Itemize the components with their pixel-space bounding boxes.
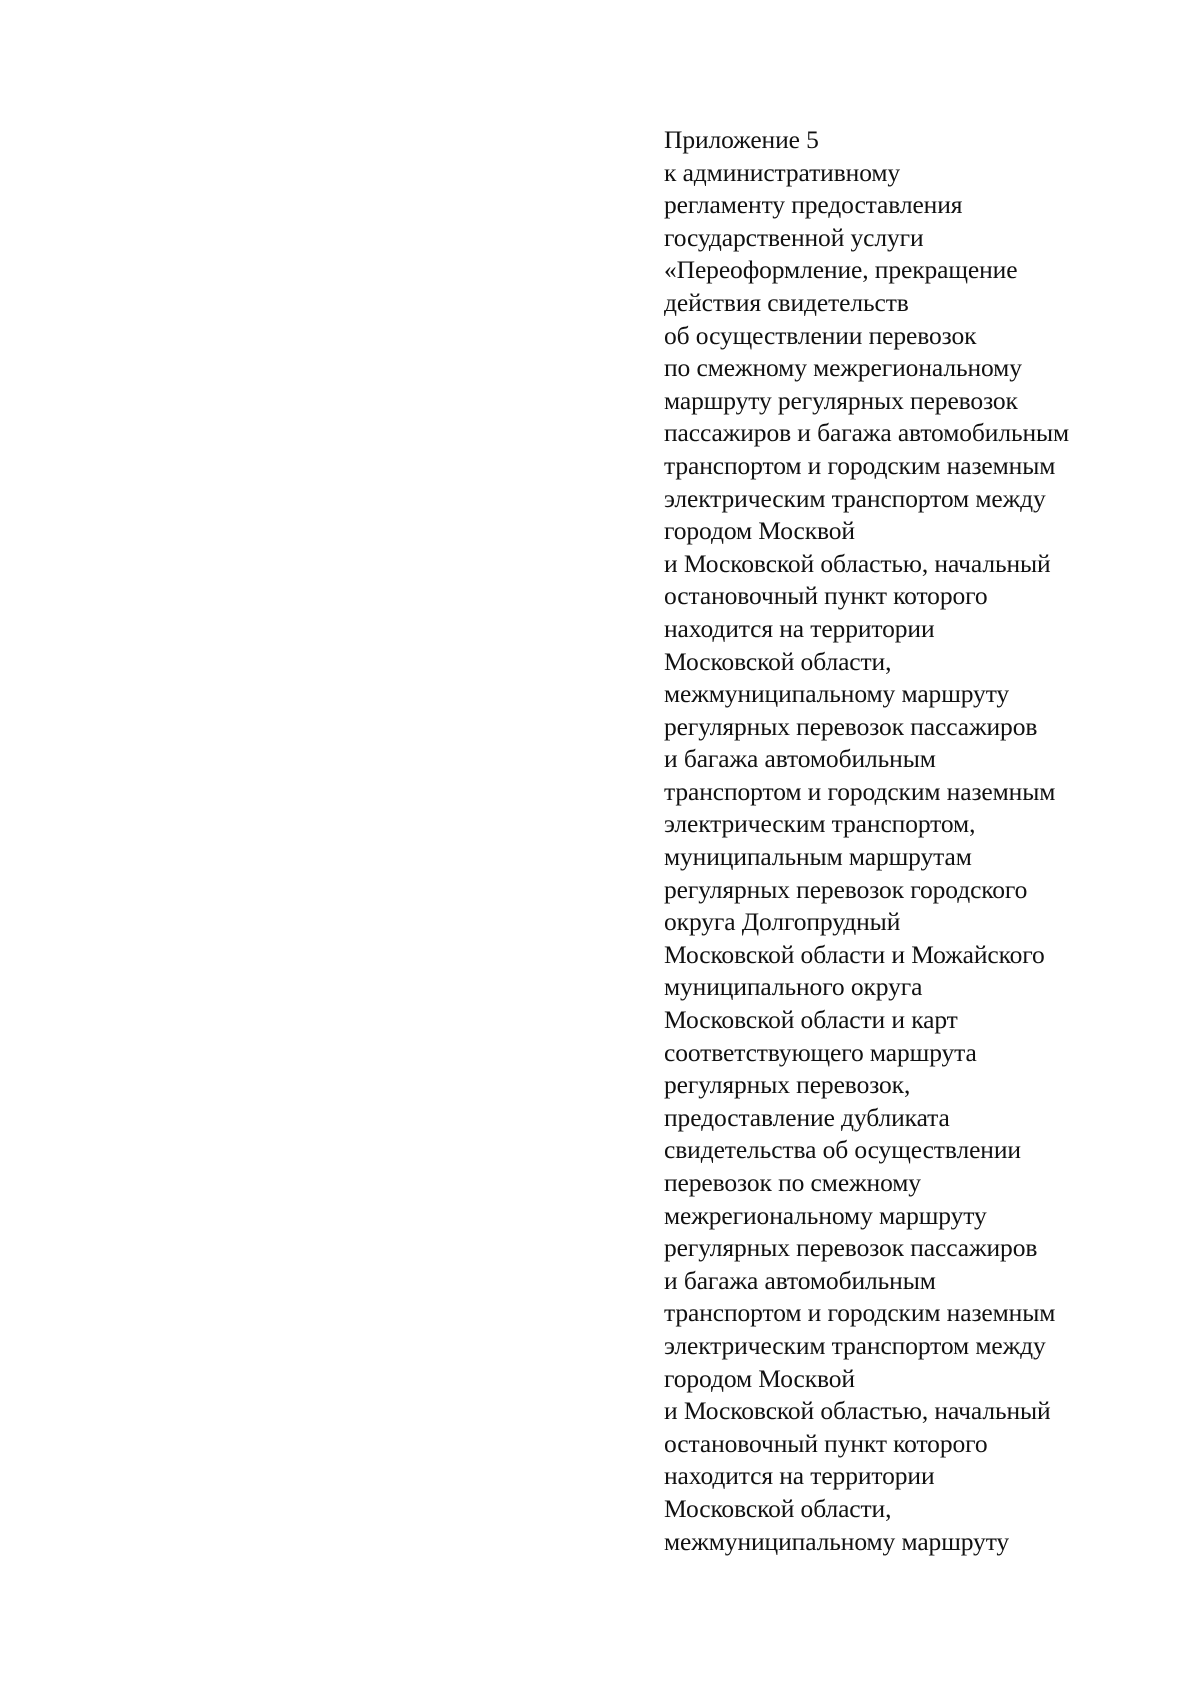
appendix-line: электрическим транспортом между (664, 483, 1046, 513)
appendix-line: об осуществлении перевозок (664, 320, 977, 350)
appendix-line: муниципального округа (664, 972, 923, 1002)
appendix-line: муниципальным маршрутам (664, 842, 972, 872)
appendix-line: электрическим транспортом, (664, 809, 976, 839)
appendix-line: межмуниципальному маршруту (664, 679, 1010, 709)
appendix-line: межрегиональному маршруту (664, 1200, 987, 1230)
appendix-line: свидетельства об осуществлении (664, 1135, 1021, 1165)
appendix-line: Московской области, (664, 646, 892, 676)
appendix-line: государственной услуги (664, 222, 924, 252)
appendix-line: регулярных перевозок городского (664, 874, 1028, 904)
appendix-line: регулярных перевозок пассажиров (664, 1233, 1038, 1263)
appendix-line: перевозок по смежному (664, 1168, 921, 1197)
appendix-line: пассажиров и багажа автомобильным (664, 418, 1070, 448)
appendix-line: и багажа автомобильным (664, 1265, 936, 1295)
appendix-heading-block (664, 124, 1184, 1558)
appendix-line: действия свидетельств (664, 287, 909, 317)
appendix-line: регулярных перевозок, (664, 1070, 911, 1100)
appendix-line: и багажа автомобильным (664, 744, 936, 774)
appendix-line: по смежному межрегиональному (664, 353, 1022, 383)
appendix-line: Московской области и Можайского (664, 939, 1045, 969)
appendix-line: электрическим транспортом между (664, 1330, 1046, 1360)
appendix-line: и Московской областью, начальный (664, 548, 1051, 578)
appendix-line: остановочный пункт которого (664, 1428, 988, 1458)
appendix-line: к административному (664, 157, 901, 187)
appendix-line: предоставление дубликата (664, 1102, 950, 1132)
appendix-line: Московской области, (664, 1493, 892, 1523)
appendix-line: соответствующего маршрута (664, 1037, 977, 1067)
appendix-line: «Переоформление, прекращение (664, 255, 1018, 285)
appendix-line: находится на территории (664, 613, 935, 643)
appendix-line: маршруту регулярных перевозок (664, 385, 1018, 415)
appendix-line: межмуниципальному маршруту (664, 1526, 1010, 1556)
appendix-line: и Московской областью, начальный (664, 1396, 1051, 1426)
appendix-line: регулярных перевозок пассажиров (664, 711, 1038, 741)
appendix-line: округа Долгопрудный (664, 907, 901, 937)
appendix-line: транспортом и городским наземным (664, 450, 1056, 480)
appendix-line: транспортом и городским наземным (664, 1298, 1056, 1328)
appendix-line: Московской области и карт (664, 1005, 958, 1035)
appendix-line: городом Москвой (664, 1363, 855, 1393)
appendix-line: остановочный пункт которого (664, 581, 988, 611)
appendix-line: городом Москвой (664, 516, 855, 546)
appendix-line: Приложение 5 (664, 125, 819, 154)
appendix-line: находится на территории (664, 1461, 935, 1491)
appendix-line: транспортом и городским наземным (664, 776, 1056, 806)
appendix-line: регламенту предоставления (664, 190, 963, 220)
